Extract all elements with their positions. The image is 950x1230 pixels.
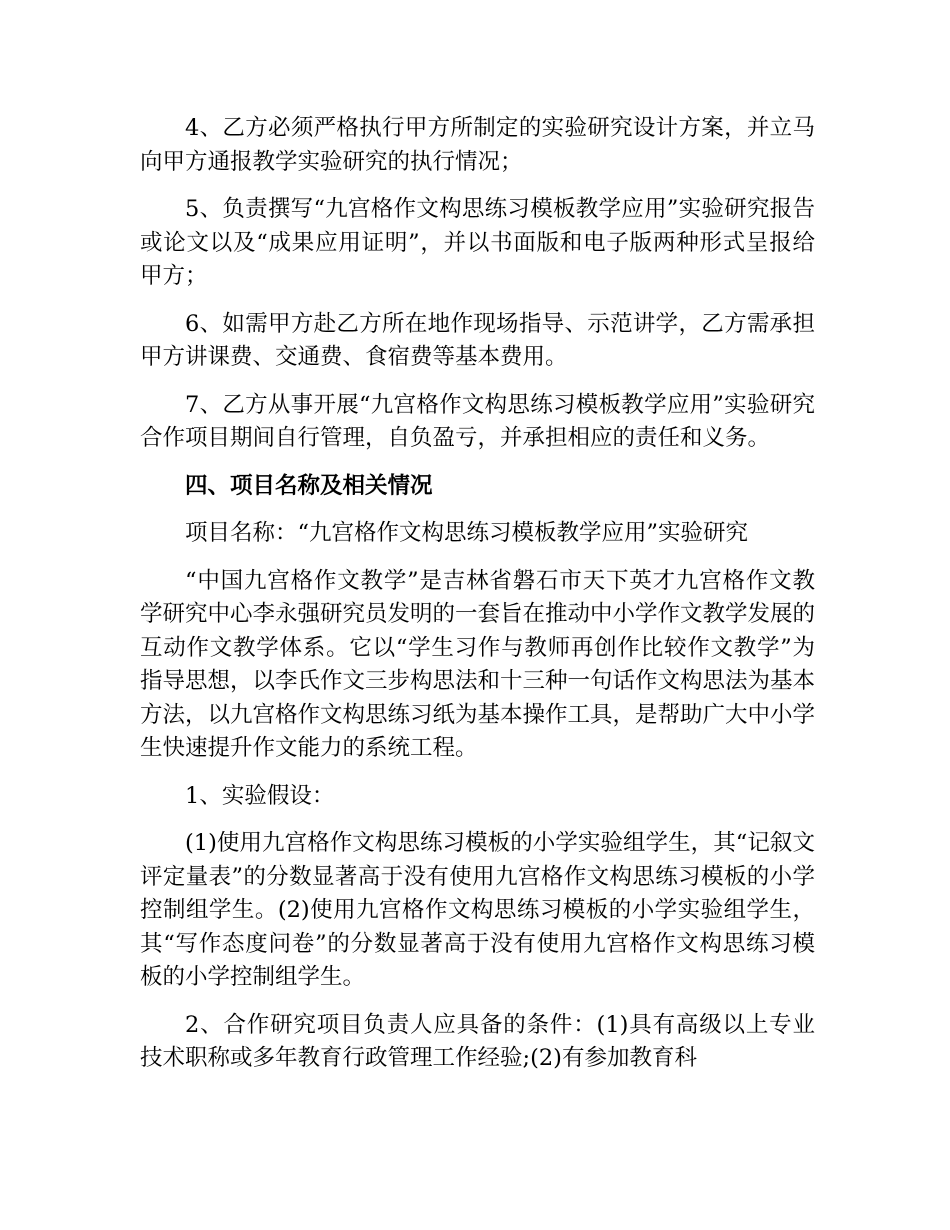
document-page [140, 112, 815, 1090]
paragraph-7: 7、乙方从事开展“九宫格作文构思练习模板教学应用”实验研究合作项目期间自行管理，自负盈亏，并承担相应的责任和义务。 [140, 391, 815, 451]
section-heading: 四、项目名称及相关情况 [185, 472, 433, 499]
conditions-paragraph: 2、合作研究项目负责人应具备的条件：(1)具有高级以上专业技术职称或多年教育行政管理工作经验;(2)有参加教育科 [140, 1011, 815, 1071]
intro-paragraph: “中国九宫格作文教学”是吉林省磐石市天下英才九宫格作文教学研究中心李永强研究员发明的一套旨在推动中小学作文教学发展的互动作文教学体系。它以“学生习作与教师再创作比较作文教学”为指导思想，以李氏作文三步构思法和十三种一句话作文构思法为基本方法，以九宫格作文构思练习纸为基本操作工具，是帮助广大中小学生快速提升作文能力的系统工程。 [140, 567, 816, 761]
hypothesis-body: (1)使用九宫格作文构思练习模板的小学实验组学生，其“记叙文评定量表”的分数显著高于没有使用九宫格作文构思练习模板的小学控制组学生。(2)使用九宫格作文构思练习模板的小学实验组学生，其“写作态度问卷”的分数显著高于没有使用九宫格作文构思练习模板的小学控制组学生。 [140, 830, 815, 990]
paragraph-6: 6、如需甲方赴乙方所在地作现场指导、示范讲学，乙方需承担甲方讲课费、交通费、食宿费等基本费用。 [140, 310, 815, 370]
paragraph-4: 4、乙方必须严格执行甲方所制定的实验研究设计方案，并立马向甲方通报教学实验研究的执行情况； [140, 115, 815, 175]
hypothesis-title: 1、实验假设： [185, 782, 335, 809]
project-name: 项目名称：“九宫格作文构思练习模板教学应用”实验研究 [185, 520, 749, 546]
paragraph-5: 5、负责撰写“九宫格作文构思练习模板教学应用”实验研究报告或论文以及“成果应用证明”，并以书面版和电子版两种形式呈报给甲方； [140, 196, 815, 289]
